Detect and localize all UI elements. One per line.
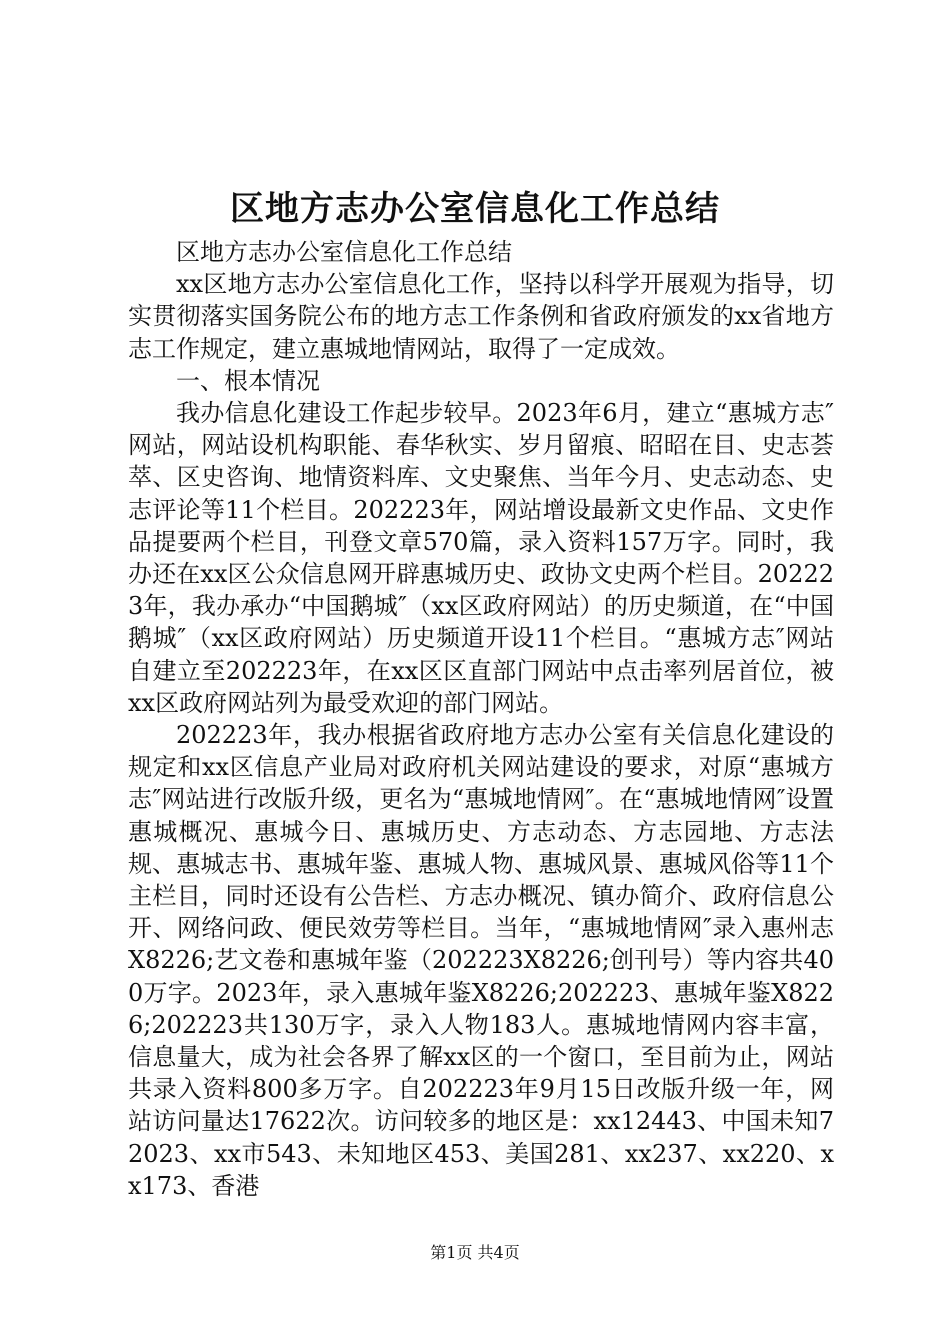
document-body [128, 236, 834, 1202]
document-title: 区地方志办公室信息化工作总结 [230, 189, 720, 229]
intro-paragraph: xx区地方志办公室信息化工作，坚持以科学开展观为指导，切实贯彻落实国务院公布的地方志工作条例和省政府颁发的xx省地方志工作规定，建立惠城地情网站，取得了一定成效。 [128, 270, 834, 363]
body-paragraph: 我办信息化建设工作起步较早。2023年6月，建立“惠城方志″网站，网站设机构职能、春华秋实、岁月留痕、昭昭在目、史志荟萃、区史咨询、地情资料库、文史聚焦、当年今月、史志动态、史志评论等11个栏目。202223年，网站增设最新文史作品、文史作品提要两个栏目，刊登文章570篇，录入资料157万字。同时，我办还在xx区公众信息网开辟惠城历史、政协文史两个栏目。202223年，我办承办“中国鹅城″（xx区政府网站）的历史频道，在“中国鹅城″（xx区政府网站）历史频道开设11个栏目。“惠城方志″网站自建立至202223年，在xx区区直部门网站中点击率列居首位，被xx区政府网站列为最受欢迎的部门网站。 [128, 399, 834, 717]
page-number-footer: 第1页 共4页 [430, 1243, 520, 1262]
section-heading: 一、根本情况 [176, 366, 320, 395]
subtitle-paragraph: 区地方志办公室信息化工作总结 [176, 238, 512, 266]
body-paragraph: 202223年，我办根据省政府地方志办公室有关信息化建设的规定和xx区信息产业局对政府机关网站建设的要求，对原“惠城方志″网站进行改版升级，更名为“惠城地情网″。在“惠城地情网″设置惠城概况、惠城今日、惠城历史、方志动态、方志园地、方志法规、惠城志书、惠城年鉴、惠城人物、惠城风景、惠城风俗等11个主栏目，同时还设有公告栏、方志办概况、镇办简介、政府信息公开、网络问政、便民效劳等栏目。当年，“惠城地情网″录入惠州志X8226;艺文卷和惠城年鉴（202223X8226;创刊号）等内容共400万字。2023年，录入惠城年鉴X8226;202223、惠城年鉴X8226;202223共130万字，录入人物183人。惠城地情网内容丰富，信息量大，成为社会各界了解xx区的一个窗口，至目前为止，网站共录入资料800多万字。自202223年9月15日改版升级一年，网站访问量达17622次。访问较多的地区是：xx12443、中国未知72023、xx市543、未知地区453、美国281、xx237、xx220、xx173、香港 [128, 721, 834, 1200]
